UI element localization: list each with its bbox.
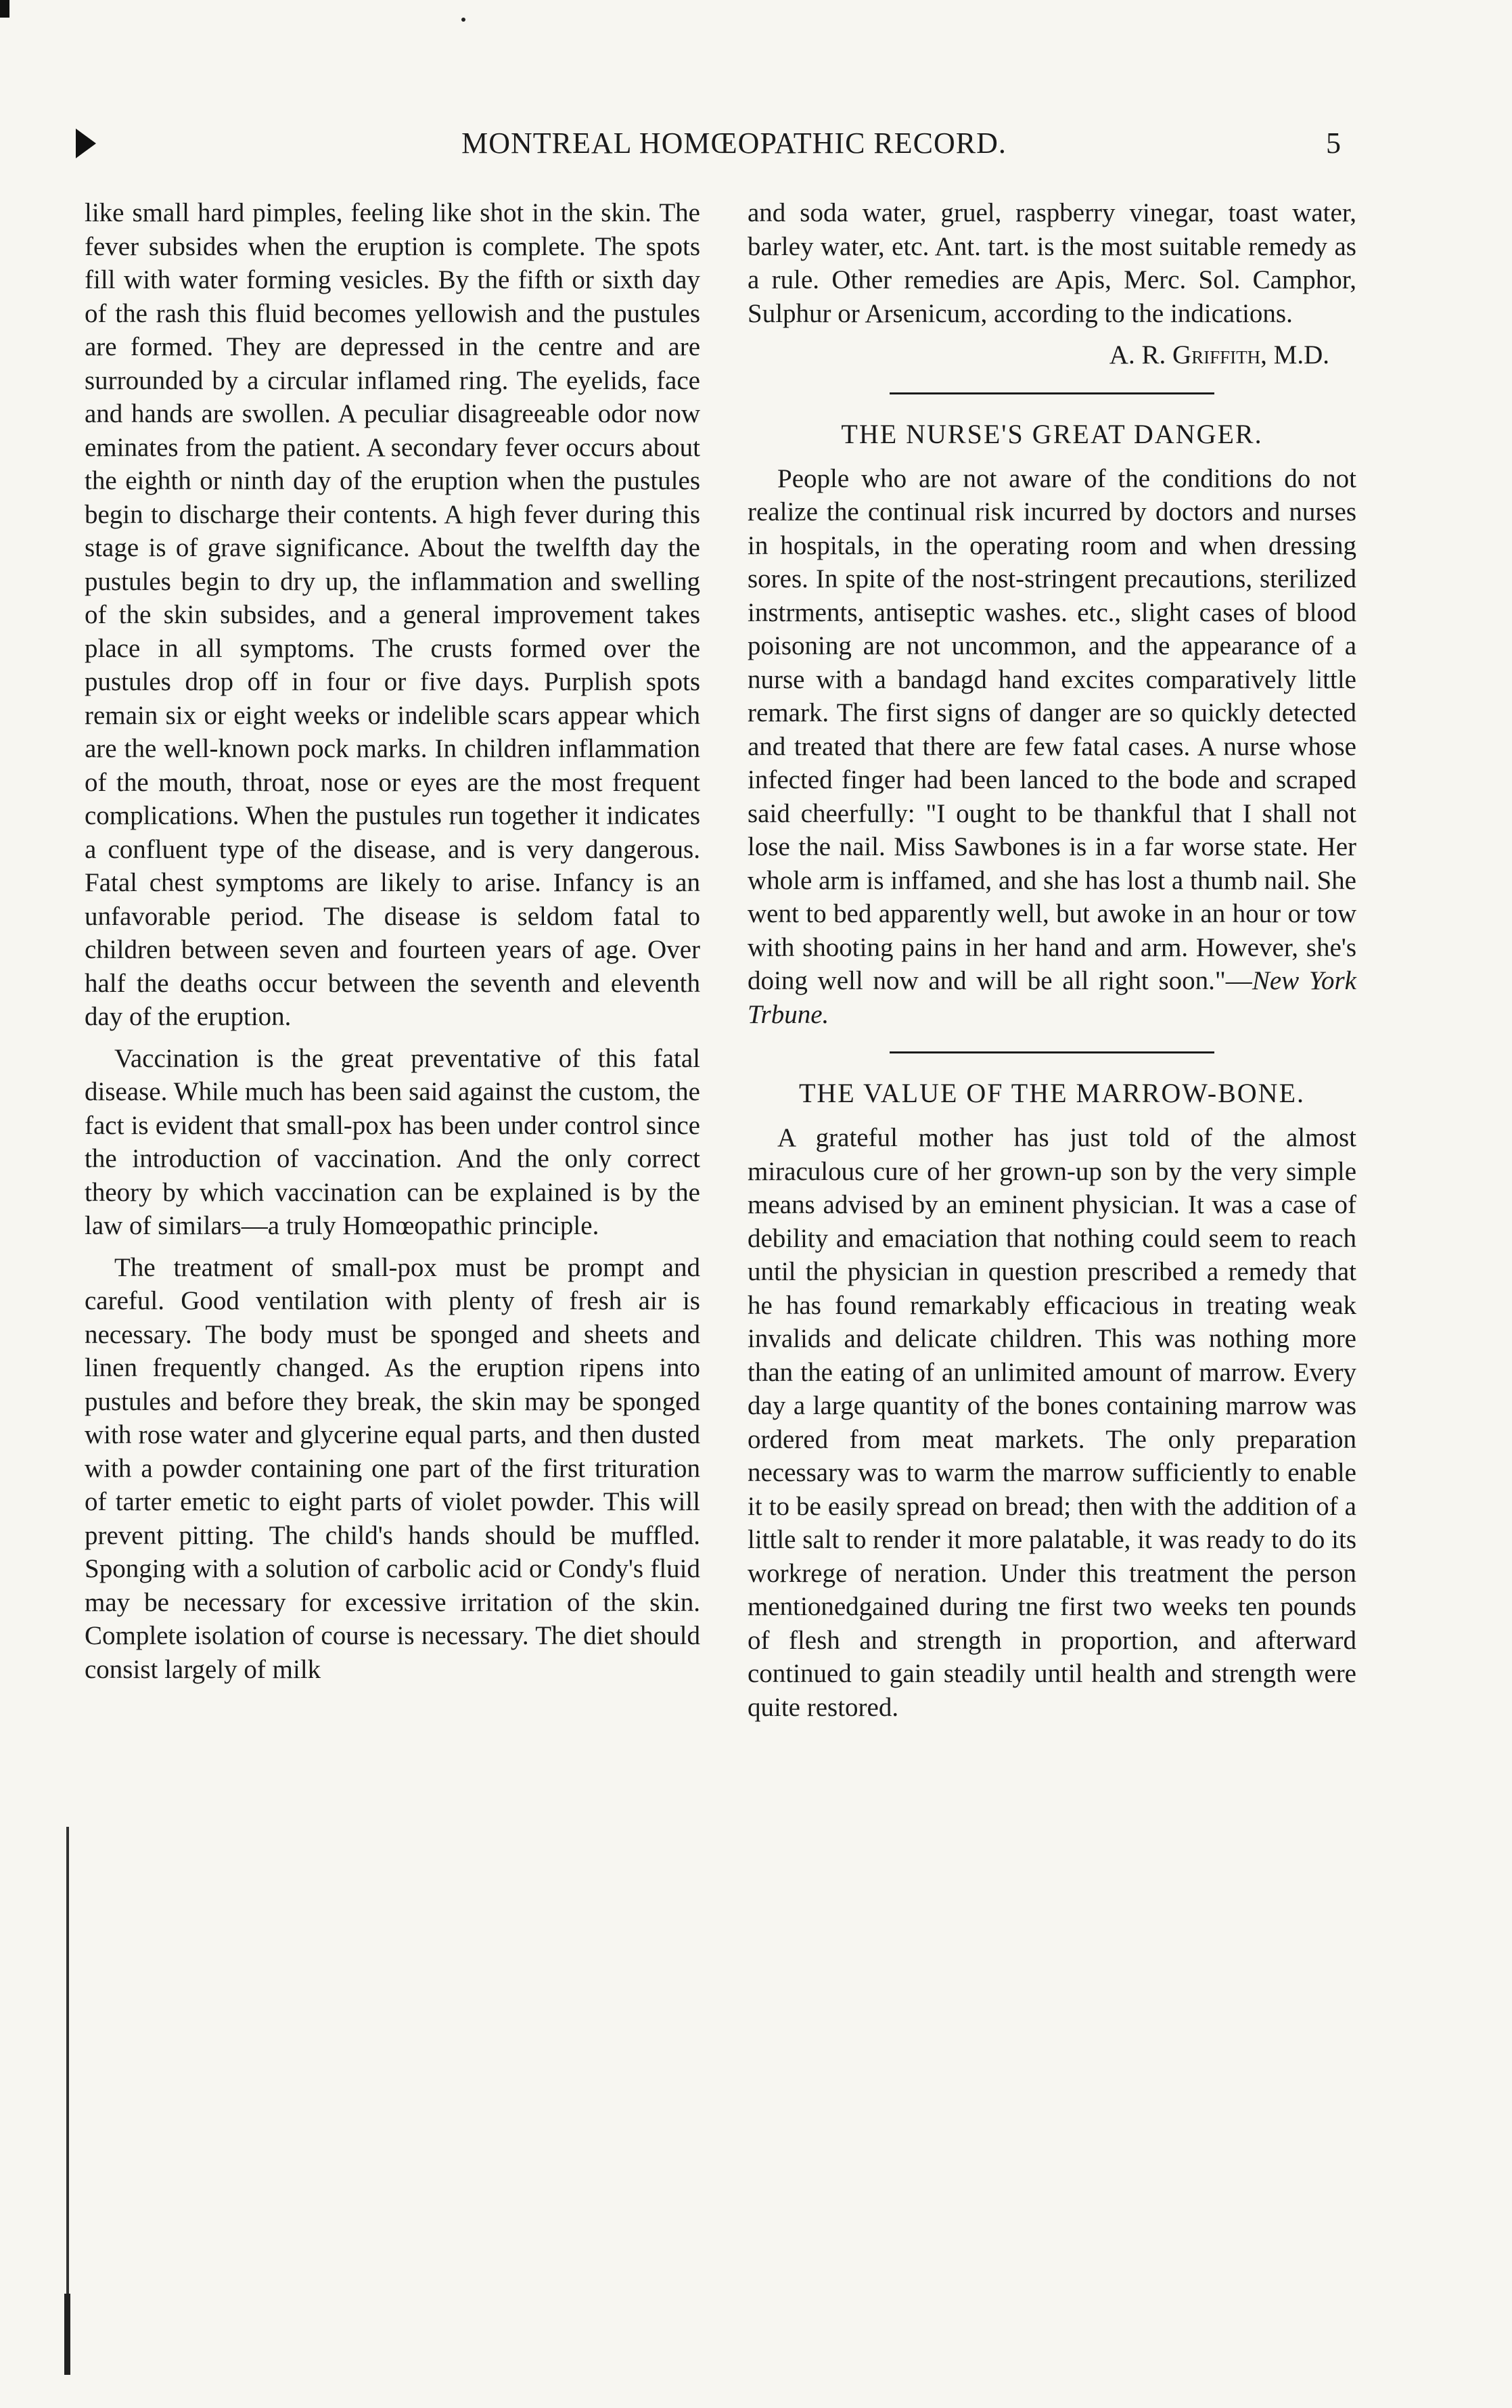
diet-continuation-paragraph: and soda water, gruel, raspberry vinegar, toast water, barley water, etc. Ant. tart. is the most suitable remedy as a rule. Other remedies are Apis, Merc. Sol. Camphor, Sulphur or Arsenicum, according to the indications. (748, 198, 1356, 328)
byline-suffix: , M.D. (1260, 340, 1329, 369)
nurses-danger-body (748, 462, 1356, 1032)
article-byline (748, 338, 1329, 372)
page-header (0, 126, 1512, 173)
scan-corner-mark (0, 0, 9, 18)
right-column (748, 196, 1356, 1732)
scan-speck (461, 18, 465, 22)
page-number: 5 (1326, 127, 1341, 160)
section-divider-2 (890, 1051, 1214, 1053)
section-divider (890, 392, 1214, 394)
marrow-bone-heading: THE VALUE OF THE MARROW-BONE. (798, 1078, 1306, 1108)
nurses-danger-credit: New York Trbune. (748, 966, 1356, 1029)
margin-bracket-line (66, 1827, 69, 2327)
byline-initials: A. R. (1109, 340, 1172, 369)
running-head-title: MONTREAL HOMŒOPATHIC RECORD. (461, 127, 1007, 160)
margin-bracket-end (64, 2294, 70, 2375)
nurses-danger-text: People who are not aware of the conditions do not realize the continual risk incurred by doctors and nurses in hospitals, in the operating room and when dressing sores. In spite of the nost-stringent precautions, sterilized instrments, antiseptic washes. etc., slight cases of blood poisoning are not uncommon, and the appearance of a nurse with a bandagd hand excites comparatively little remark. The first signs of danger are so quickly detected and treated that there are few fatal cases. A nurse whose infected finger had been lanced to the bode and scraped said cheerfully: "I ought to be thankful that I shall not lose the nail. Miss Sawbones is in a far worse state. Her whole arm is inffamed, and she has lost a thumb nail. She went to bed apparently well, but awoke in an hour or tow with shooting pains in her hand and arm. However, she's doing well now and will be all right soon."— (748, 463, 1356, 995)
vaccination-paragraph: Vaccination is the great preventative of this fatal disease. While much has been said against the custom, the fact is evident that small-pox has been under control since the introduction of vaccination. And the only correct theory by which vaccination can be explained is by the law of similars—a truly Homœopathic principle. (85, 1043, 700, 1240)
nurses-danger-heading: THE NURSE'S GREAT DANGER. (841, 418, 1263, 449)
smallpox-symptoms-paragraph: like small hard pimples, feeling like shot in the skin. The fever subsides when the eruption is complete. The spots fill with water forming vesicles. By the fifth or sixth day of the rash this fluid becomes yellowish and the pustules are formed. They are depressed in the centre and are surrounded by a circular inflamed ring. The eyelids, face and hands are swollen. A peculiar disagreeable odor now eminates from the patient. A secondary fever occurs about the eighth or ninth day of the eruption when the pustules begin to discharge their contents. A high fever during this stage is of grave significance. About the twelfth day the pustules begin to dry up, the inflammation and swelling of the skin subsides, and a general improvement takes place in all symptoms. The crusts formed over the pustules drop off in four or five days. Purplish spots remain six or eight weeks or indelible scars appear which are the well-known pock marks. In children inflammation of the mouth, throat, nose or eyes are the most frequent complications. When the pustules run together it indicates a confluent type of the disease, and is very dangerous. Fatal chest symptoms are likely to arise. Infancy is an unfavorable period. The disease is seldom fatal to children between seven and fourteen years of age. Over half the deaths occur between the seventh and eleventh day of the eruption. (85, 198, 700, 1031)
marrow-bone-body: A grateful mother has just told of the almost miraculous cure of her grown-up son by the very simple means advised by an eminent physician. It was a case of debility and emaciation that nothing could seem to reach until the physician in question prescribed a remedy that he has found remarkably efficacious in treating weak invalids and delicate children. This was nothing more than the eating of an unlimited amount of marrow. Every day a large quantity of the bones containing marrow was ordered from meat markets. The only preparation necessary was to warm the marrow sufficiently to enable it to be easily spread on bread; then with the addition of a little salt to render it more palatable, it was ready to do its workrege of neration. Under this treatment the person mentionedgained during tne first two weeks ten pounds of flesh and strength in proportion, and afterward continued to gain steadily until health and strength were quite restored. (748, 1123, 1356, 1722)
byline-name: Griffith (1172, 340, 1261, 369)
left-column (85, 196, 700, 1694)
treatment-paragraph: The treatment of small-pox must be prompt and careful. Good ventilation with plenty of fresh air is necessary. The body must be sponged and sheets and linen frequently changed. As the eruption ripens into pustules and before they break, the skin may be sponged with rose water and glycerine equal parts, and then dusted with a powder containing one part of the first trituration of tarter emetic to eight parts of violet powder. This will prevent pitting. The child's hands should be muffled. Sponging with a solution of carbolic acid or Condy's fluid may be necessary for excessive irritation of the skin. Complete isolation of course is necessary. The diet should consist largely of milk (85, 1252, 700, 1684)
